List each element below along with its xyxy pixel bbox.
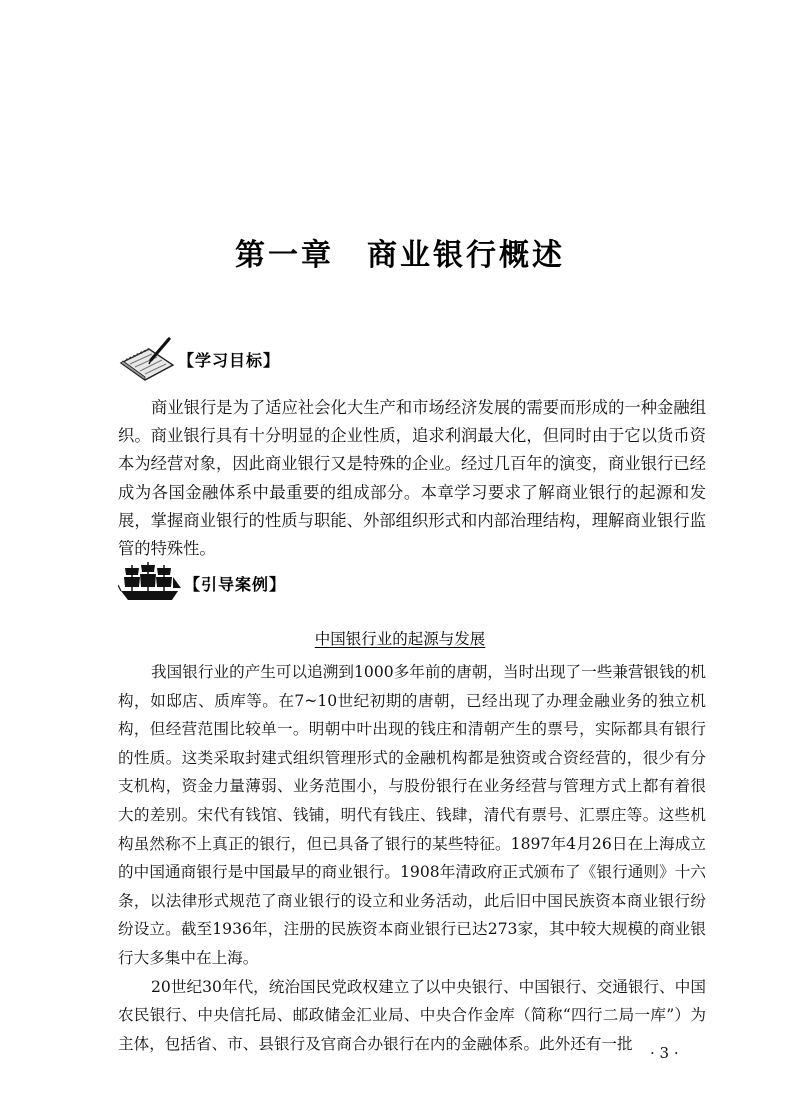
page-number: · 3 ·	[650, 1044, 679, 1062]
learning-objectives-heading	[118, 336, 280, 382]
case-paragraph: 20世纪30年代，统治国民党政权建立了以中央银行、中国银行、交通银行、中国农民银行、中央信托局、邮政储金汇业局、中央合作金库（简称“四行二局一库”）为主体，包括省、市、县银行及官商合办银行在内的金融体系。此外还有一批	[118, 977, 706, 1053]
guiding-case-heading	[118, 560, 286, 606]
learning-objectives-text: 商业银行是为了适应社会化大生产和市场经济发展的需要而形成的一种金融组织。商业银行具有十分明显的企业性质，追求利润最大化，但同时由于它以货币资本为经营对象，因此商业银行又是特殊的企业。经过几百年的演变，商业银行已经成为各国金融体系中最重要的组成部分。本章学习要求了解商业银行的起源和发展，掌握商业银行的性质与职能、外部组织形式和内部治理结构，理解商业银行监管的特殊性。	[118, 398, 706, 559]
case-title-text: 中国银行业的起源与发展	[314, 630, 486, 648]
case-title	[0, 627, 800, 649]
sailing-ship-icon	[118, 560, 182, 606]
guiding-case-label: 【引导案例】	[184, 574, 287, 594]
chapter-title: 第一章 商业银行概述	[235, 238, 565, 274]
writing-pad-icon	[118, 336, 176, 382]
case-body	[118, 658, 706, 1058]
learning-objectives-label: 【学习目标】	[178, 350, 281, 370]
case-paragraph: 我国银行业的产生可以追溯到1000多年前的唐朝，当时出现了一些兼营银钱的机构，如邸店、质库等。在7~10世纪初期的唐朝，已经出现了办理金融业务的独立机构，但经营范围比较单一。明朝中叶出现的钱庄和清朝产生的票号，实际都具有银行的性质。这类采取封建式组织管理形式的金融机构都是独资或合资经营的，很少有分支机构，资金力量薄弱、业务范围小，与股份银行在业务经营与管理方式上都有着很大的差别。宋代有钱馆、钱铺，明代有钱庄、钱肆，清代有票号、汇票庄等。这些机构虽然称不上真正的银行，但已具备了银行的某些特征。1897年4月26日在上海成立的中国通商银行是中国最早的商业银行。1908年清政府正式颁布了《银行通则》十六条，以法律形式规范了商业银行的设立和业务活动，此后旧中国民族资本商业银行纷纷设立。截至1936年，注册的民族资本商业银行已达273家，其中较大规模的商业银行大多集中在上海。	[118, 663, 706, 967]
